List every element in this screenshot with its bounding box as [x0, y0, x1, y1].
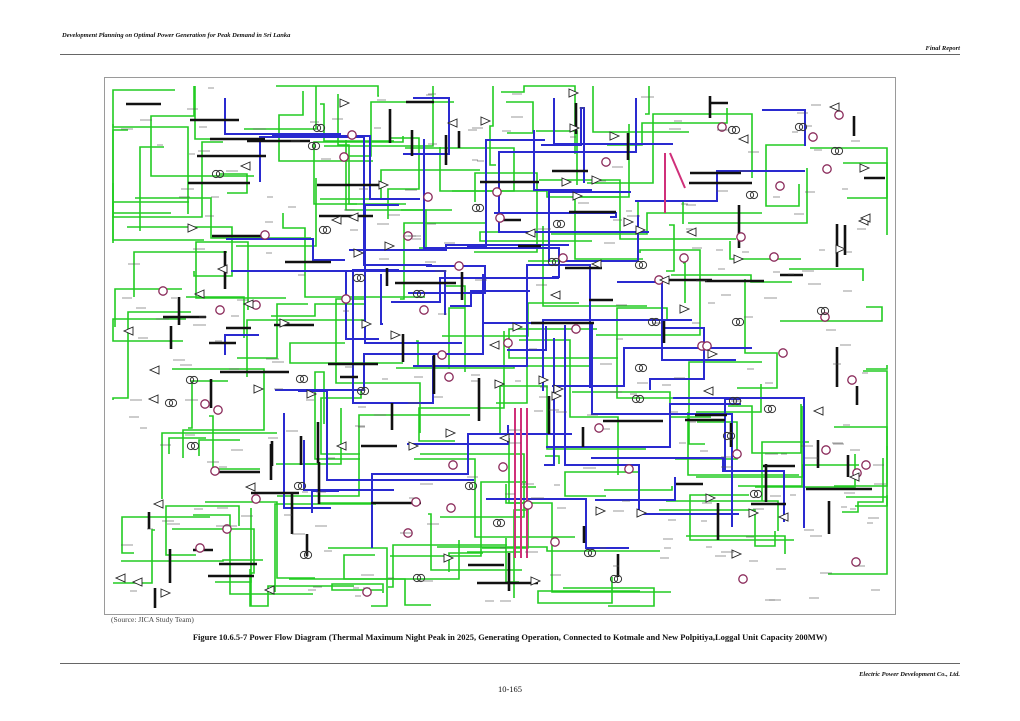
line-132kv [279, 91, 373, 161]
line-132kv [810, 148, 887, 198]
generator-icon [499, 463, 507, 471]
load-arrow-icon [526, 229, 535, 237]
line-132kv [250, 569, 354, 606]
load-arrow-icon [500, 434, 509, 442]
generator-icon [625, 465, 633, 473]
generator-icon [363, 588, 371, 596]
generator-icon [449, 461, 457, 469]
line-132kv [113, 530, 155, 583]
generator-icon [595, 424, 603, 432]
line-132kv [843, 163, 887, 235]
load-arrow-icon [610, 132, 619, 140]
generator-icon [420, 306, 428, 314]
load-arrow-icon [362, 320, 371, 328]
generator-icon [340, 153, 348, 161]
load-arrow-icon [218, 265, 227, 273]
line-132kv [113, 312, 191, 400]
power-flow-diagram [104, 77, 896, 615]
line-132kv [863, 371, 887, 450]
load-arrow-icon [154, 500, 163, 508]
load-arrow-icon [490, 341, 499, 349]
line-132kv [209, 416, 260, 469]
load-arrow-icon [385, 242, 394, 250]
line-220kv [482, 323, 732, 527]
line-132kv [519, 340, 618, 475]
generator-icon [835, 111, 843, 119]
line-132kv [400, 223, 487, 299]
generator-icon [214, 406, 222, 414]
line-132kv [575, 197, 643, 259]
line-132kv [135, 198, 311, 238]
line-132kv [388, 138, 419, 219]
generator-icon [348, 131, 356, 139]
generator-icon [211, 467, 219, 475]
line-132kv [113, 142, 223, 217]
line-132kv [730, 241, 801, 259]
generator-icon [822, 446, 830, 454]
line-220kv [549, 192, 631, 262]
line-220kv [546, 404, 741, 447]
line-132kv [121, 560, 263, 561]
line-132kv [683, 263, 685, 303]
generator-icon [779, 349, 787, 357]
line-220kv [372, 434, 572, 548]
line-132kv [304, 408, 341, 464]
load-arrow-icon [188, 224, 197, 232]
line-132kv [509, 329, 618, 358]
line-132kv [113, 202, 204, 240]
line-132kv [134, 252, 227, 297]
figure-caption: Figure 10.6.5-7 Power Flow Diagram (Thermal Maximum Night Peak in 2025, Generating Operation, Connected to Kotmale and New Polpitiya,Loggal Unit Capacity 200MW) [192, 632, 828, 642]
line-220kv [365, 205, 462, 343]
load-arrow-icon [552, 392, 561, 400]
load-arrow-icon [680, 305, 689, 313]
generator-icon [703, 342, 711, 350]
line-132kv [271, 304, 365, 316]
line-132kv [344, 540, 459, 579]
line-132kv [162, 433, 277, 499]
line-220kv [424, 139, 559, 277]
line-132kv [866, 365, 887, 369]
generator-icon [602, 158, 610, 166]
load-arrow-icon [133, 578, 142, 586]
power-flow-diagram-svg [105, 78, 895, 614]
load-arrow-icon [573, 192, 582, 200]
load-arrow-icon [481, 117, 490, 125]
generator-icon [196, 544, 204, 552]
line-132kv [449, 308, 465, 369]
load-arrow-icon [704, 387, 713, 395]
generator-icon [862, 461, 870, 469]
line-132kv [338, 94, 357, 204]
line-132kv [675, 422, 737, 459]
generator-icon [412, 498, 420, 506]
line-220kv [312, 491, 339, 513]
line-132kv [113, 319, 186, 341]
report-title: Development Planning on Optimal Power Generation for Peak Demand in Sri Lanka [62, 32, 291, 39]
generator-icon [737, 233, 745, 241]
line-132kv [565, 472, 639, 496]
line-132kv [780, 307, 882, 321]
line-132kv [289, 579, 431, 605]
line-132kv [834, 427, 887, 486]
generator-icon [770, 253, 778, 261]
generator-icon [447, 504, 455, 512]
line-132kv [336, 299, 420, 433]
generator-icon [342, 295, 350, 303]
line-132kv [688, 168, 807, 223]
load-arrow-icon [340, 99, 349, 107]
line-132kv [277, 415, 470, 496]
generator-icon [455, 262, 463, 270]
line-132kv [113, 124, 171, 213]
generator-icon [445, 373, 453, 381]
line-132kv [666, 225, 674, 271]
load-arrow-icon [830, 103, 839, 111]
generator-icon [733, 450, 741, 458]
footer-divider [60, 663, 960, 664]
generator-icon [572, 325, 580, 333]
line-132kv [766, 145, 804, 206]
generator-icon [438, 351, 446, 359]
generator-icon [848, 376, 856, 384]
load-arrow-icon [254, 385, 263, 393]
load-arrow-icon [265, 586, 274, 594]
load-arrow-icon [349, 213, 358, 221]
line-132kv [738, 406, 802, 486]
line-220kv [762, 110, 805, 146]
load-arrow-icon [161, 589, 170, 597]
load-arrow-icon [149, 395, 158, 403]
figure-source: (Source: JICA Study Team) [111, 615, 194, 624]
generator-icon [504, 339, 512, 347]
line-132kv [328, 548, 387, 606]
generator-icon [852, 558, 860, 566]
line-132kv [545, 456, 559, 464]
load-arrow-icon [739, 135, 748, 143]
line-132kv [193, 515, 313, 594]
load-arrow-icon [734, 255, 743, 263]
line-220kv [225, 335, 259, 355]
load-arrow-icon [814, 407, 823, 415]
generator-icon [201, 400, 209, 408]
line-132kv [538, 577, 640, 603]
load-arrow-icon [569, 89, 578, 97]
line-132kv [199, 440, 240, 456]
generator-icon [776, 182, 784, 190]
load-arrow-icon [836, 245, 845, 253]
line-132kv [645, 86, 649, 114]
line-132kv [593, 86, 689, 132]
load-arrow-icon [624, 218, 633, 226]
load-arrow-icon [551, 291, 560, 299]
footer-company: Electric Power Development Co., Ltd. [859, 671, 960, 678]
line-132kv [115, 289, 182, 327]
generator-icon [524, 501, 532, 509]
line-132kv [205, 502, 315, 578]
load-arrow-icon [732, 550, 741, 558]
line-220kv [494, 213, 616, 217]
line-132kv [276, 86, 379, 96]
line-220kv [381, 274, 383, 324]
load-arrow-icon [391, 331, 400, 339]
load-arrow-icon [446, 429, 455, 437]
generator-icon [809, 133, 817, 141]
line-132kv [737, 279, 777, 388]
line-132kv [140, 147, 164, 231]
generator-icon [559, 254, 567, 262]
generator-icon [496, 214, 504, 222]
line-132kv [666, 501, 778, 531]
line-132kv [506, 102, 533, 133]
load-arrow-icon [596, 507, 605, 515]
header-divider [60, 54, 960, 55]
generator-icon [261, 231, 269, 239]
load-arrow-icon [860, 164, 869, 172]
generator-icon [159, 287, 167, 295]
line-220kv [275, 274, 483, 390]
generator-icon [493, 188, 501, 196]
line-132kv [215, 508, 251, 582]
line-132kv [419, 331, 504, 441]
generator-icon [680, 254, 688, 262]
generator-icon [216, 306, 224, 314]
line-tie [670, 153, 685, 188]
line-132kv [113, 130, 128, 243]
load-arrow-icon [379, 181, 388, 189]
load-arrow-icon [637, 509, 646, 517]
page-number: 10-165 [497, 684, 523, 694]
generator-icon [424, 193, 432, 201]
load-arrow-icon [150, 366, 159, 374]
load-arrow-icon [116, 574, 125, 582]
load-arrow-icon [246, 483, 255, 491]
load-arrow-icon [241, 162, 250, 170]
generator-icon [252, 495, 260, 503]
line-220kv [595, 477, 675, 500]
generator-icon [739, 575, 747, 583]
generator-icon [823, 165, 831, 173]
load-arrow-icon [708, 350, 717, 358]
generator-icon [551, 538, 559, 546]
line-220kv [552, 348, 752, 386]
line-132kv [244, 86, 316, 129]
report-type: Final Report [925, 45, 960, 52]
line-132kv [490, 86, 496, 165]
